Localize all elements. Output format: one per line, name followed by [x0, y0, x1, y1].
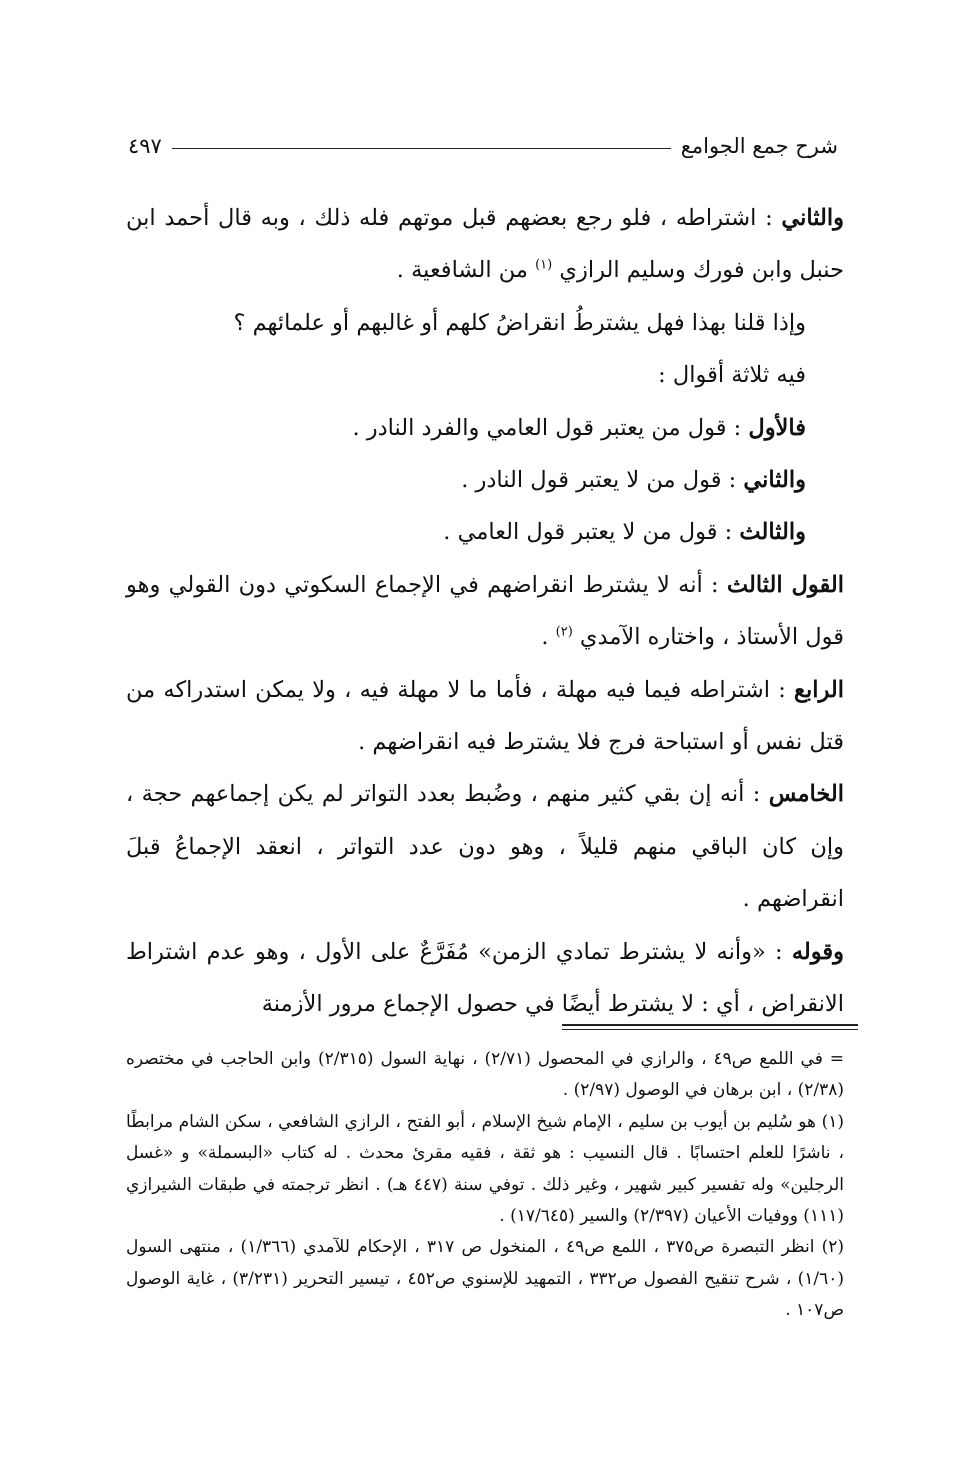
paragraph-text: : اشتراطه فيما فيه مهلة ، فأما ما لا مهلة فيه ، ولا يمكن استدراكه من قتل نفس أو استباحة فرج فلا يشترط فيه انقراضهم . — [126, 676, 844, 756]
paragraph-second — [126, 454, 844, 506]
paragraph-question — [126, 297, 844, 349]
footnote-separator — [562, 1024, 858, 1030]
paragraph-third — [126, 506, 844, 558]
footnote-continuation: = في اللمع ص٤٩ ، والرازي في المحصول (٢/٧١) ، نهاية السول (٢/٣١٥) وابن الحاجب في مختصره (٢/٣٨) ، ابن برهان في الوصول (٢/٩٧) . — [126, 1049, 844, 1101]
paragraph-first — [126, 402, 844, 454]
paragraph-third-saying — [126, 559, 844, 664]
paragraph-text: : قول من يعتبر قول العامي والفرد النادر . — [352, 414, 749, 441]
paragraph-text: : «وأنه لا يشترط تمادي الزمن» مُفَرَّعٌ على الأول ، وهو عدم اشتراط الانقراض ، أي : لا يشترط أيضًا في حصول الإجماع مرور الأزمنة — [126, 938, 844, 1018]
paragraph-label: الرابع — [793, 676, 844, 703]
book-title: شرح جمع الجوامع — [680, 134, 838, 158]
paragraph-text: : أنه إن بقي كثير منهم ، وضُبط بعدد التواتر لم يكن إجماعهم حجة ، وإن كان الباقي منهم قليلاً ، وهو دون عدد التواتر ، انعقد الإجماعُ قبلَ انقراضهم . — [126, 781, 844, 913]
paragraph-fourth-saying — [126, 664, 844, 769]
footnotes — [126, 1044, 844, 1327]
paragraph-label: القول الثالث — [726, 571, 844, 598]
paragraph-text-end: . — [541, 624, 556, 651]
paragraph-fifth-saying — [126, 768, 844, 925]
running-header — [128, 128, 838, 164]
paragraph-three-sayings — [126, 349, 844, 401]
paragraph-label: الخامس — [768, 781, 844, 808]
paragraph-text: : قول من لا يعتبر قول النادر . — [461, 467, 744, 494]
footnote-ref-2: (٢) — [555, 624, 573, 640]
paragraph-his-saying — [126, 926, 844, 1031]
paragraph-text-end: من الشافعية . — [396, 257, 536, 284]
paragraph-text: : قول من لا يعتبر قول العامي . — [443, 519, 740, 546]
header-rule — [172, 148, 671, 149]
paragraph-text: فيه ثلاثة أقوال : — [658, 362, 806, 389]
paragraph-label: وقوله — [791, 938, 844, 965]
page-number: ٤٩٧ — [128, 134, 162, 158]
paragraph-label: والثاني — [781, 205, 844, 231]
paragraph-text: : اشتراطه ، فلو رجع بعضهم قبل موتهم فله ذلك ، وبه قال أحمد ابن حنبل وابن فورك وسليم الرازي — [126, 205, 844, 284]
footnote-ref-1: (١) — [535, 257, 553, 273]
paragraph-label: فالأول — [748, 414, 806, 441]
paragraph-text: : أنه لا يشترط انقراضهم في الإجماع السكوتي دون القولي وهو قول الأستاذ ، واختاره الآمدي — [126, 571, 844, 651]
footnote-1: (١) هو سُليم بن أيوب بن سليم ، الإمام شيخ الإسلام ، أبو الفتح ، الرازي الشافعي ، سكن الشام مرابطًا ، ناشرًا للعلم احتسابًا . قال النسيب : هو ثقة ، فقيه مقرئ محدث . له كتاب «البسملة» و «غسل الرجلين» وله تفسير كبير شهير ، وغير ذلك . توفي سنة (٤٤٧ هـ) . انظر ترجمته في طبقات الشيرازي (١١١) ووفيات الأعيان (٢/٣٩٧) والسير (١٧/٦٤٥) . — [126, 1111, 844, 1227]
paragraph-text: وإذا قلنا بهذا فهل يشترطُ انقراضُ كلهم أو غالبهم أو علمائهم ؟ — [233, 309, 806, 336]
paragraph-label: والثاني — [743, 467, 806, 494]
paragraph-second-condition — [126, 192, 844, 297]
footnote-2: (٢) انظر التبصرة ص٣٧٥ ، اللمع ص٤٩ ، المنخول ص ٣١٧ ، الإحكام للآمدي (١/٣٦٦) ، منتهى السول (١/٦٠) ، شرح تنقيح الفصول ص٣٣٢ ، التمهيد للإسنوي ص٤٥٢ ، تيسير التحرير (٣/٢٣١) ، غاية الوصول ص١٠٧ . — [126, 1237, 845, 1321]
paragraph-label: والثالث — [739, 519, 806, 546]
main-text — [126, 192, 844, 1031]
